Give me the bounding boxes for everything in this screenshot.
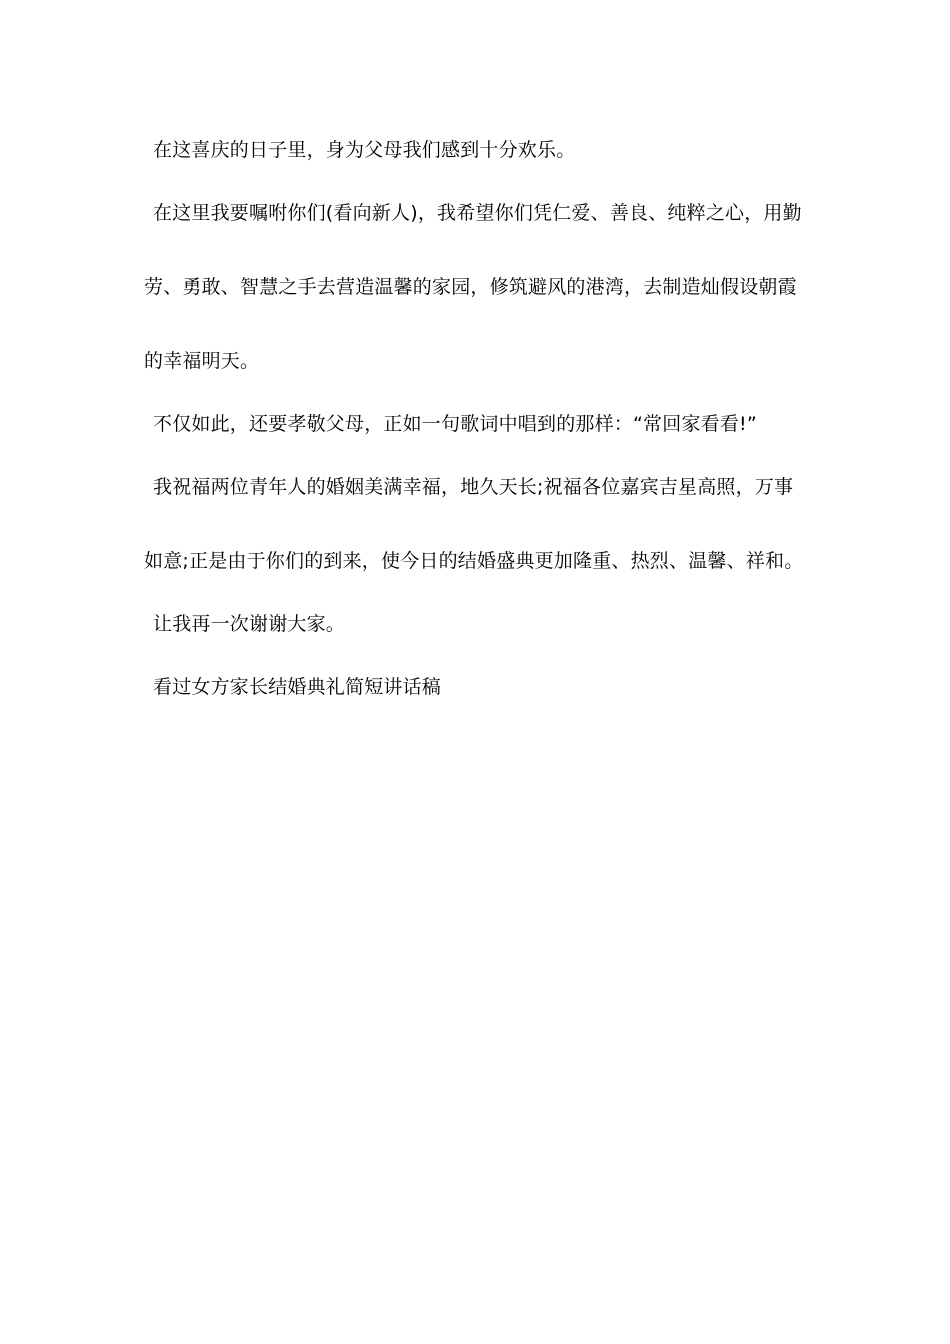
- paragraph-2-line-3: 的幸福明天。: [144, 350, 260, 372]
- paragraph-2-line-2: 劳、勇敢、智慧之手去营造温馨的家园，修筑避风的港湾，去制造灿假设朝霞: [144, 276, 797, 298]
- paragraph-3-line-1: 不仅如此，还要孝敬父母，正如一句歌词中唱到的那样：“常回家看看!”: [153, 413, 757, 435]
- paragraph-1-line-1: 在这喜庆的日子里，身为父母我们感到十分欢乐。: [153, 139, 576, 161]
- paragraph-6-line-1: 看过女方家长结婚典礼简短讲话稿: [153, 676, 442, 698]
- paragraph-4-line-2: 如意;正是由于你们的到来，使今日的结婚盛典更加隆重、热烈、温馨、祥和。: [144, 550, 804, 572]
- paragraph-5-line-1: 让我再一次谢谢大家。: [153, 613, 346, 635]
- paragraph-2-line-1: 在这里我要嘱咐你们(看向新人)，我希望你们凭仁爱、善良、纯粹之心，用勤: [153, 202, 802, 224]
- paragraph-4-line-1: 我祝福两位青年人的婚姻美满幸福，地久天长;祝福各位嘉宾吉星高照，万事: [153, 476, 794, 498]
